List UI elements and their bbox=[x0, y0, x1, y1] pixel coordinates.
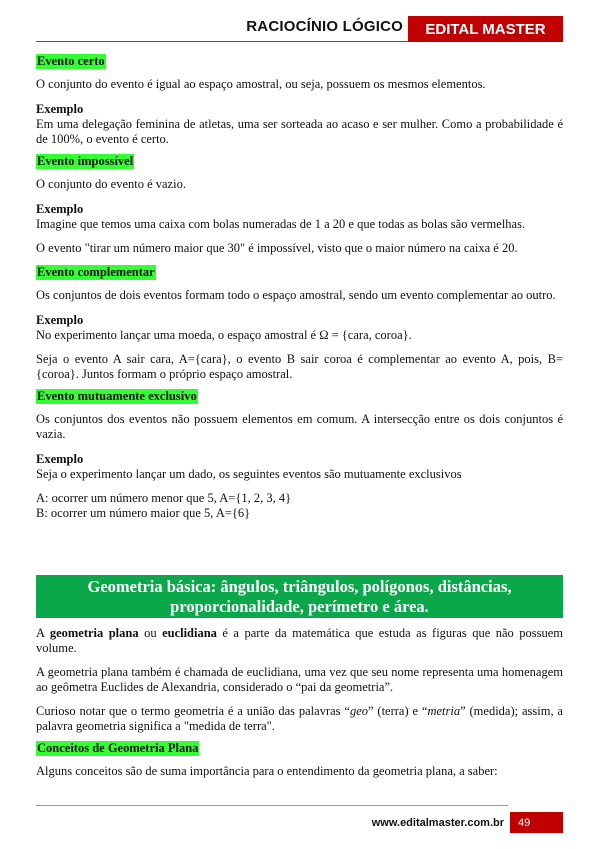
header-title: RACIOCÍNIO LÓGICO bbox=[246, 18, 403, 35]
example-text: O evento "tirar um número maior que 30" é impossível, visto que o maior número na caixa é 20. bbox=[36, 241, 518, 255]
label-evento-impossivel: Evento impossível bbox=[37, 154, 134, 168]
text-fragment: ” (terra) e “ bbox=[368, 704, 428, 718]
label-evento-exclusivo: Evento mutuamente exclusivo bbox=[37, 389, 197, 403]
example-title: Exemplo bbox=[36, 102, 84, 116]
term-euclidiana: euclidiana bbox=[162, 626, 217, 640]
def-evento-complementar: Os conjuntos de dois eventos formam todo o espaço amostral, sendo um evento complementar ao outro. bbox=[36, 288, 556, 302]
example-title: Exemplo bbox=[36, 202, 84, 216]
geometria-intro bbox=[36, 626, 563, 656]
geometria-etimologia bbox=[36, 704, 563, 734]
example-title: Exemplo bbox=[36, 452, 84, 466]
line-a: A: ocorrer um número menor que 5, A={1, 2, 3, 4} bbox=[36, 491, 292, 505]
banner-line-2: proporcionalidade, perímetro e área. bbox=[170, 596, 429, 616]
header-brand: EDITAL MASTER bbox=[408, 16, 563, 42]
example-text: Imagine que temos uma caixa com bolas numeradas de 1 a 20 e que todas as bolas são vermelhas. bbox=[36, 217, 526, 231]
section-banner-geometria bbox=[36, 575, 563, 618]
line-b: B: ocorrer um número maior que 5, A={6} bbox=[36, 506, 251, 520]
label-evento-certo: Evento certo bbox=[37, 54, 105, 68]
def-evento-exclusivo: Os conjuntos dos eventos não possuem elementos em comum. A intersecção entre os dois conjuntos é vazia. bbox=[36, 412, 563, 441]
term-metria: metria bbox=[427, 704, 461, 718]
content-geometria bbox=[36, 626, 563, 779]
page-header bbox=[36, 16, 563, 42]
text-fragment: é a parte da matemática que estuda as figuras que não possuem volume. bbox=[36, 626, 564, 655]
example-text: Em uma delegação feminina de atletas, uma ser sorteada ao acaso e ser mulher. Como a probabilidade é de 100%, o evento é certo. bbox=[36, 117, 563, 146]
label-evento-complementar: Evento complementar bbox=[37, 265, 155, 279]
text-fragment: ” (medida); assim, a palavra geometria significa a "medida de terra". bbox=[36, 704, 563, 733]
example-text: Seja o evento A sair cara, A={cara}, o evento B sair coroa é complementar ao evento A, pois, B={coroa}. Juntos formam o próprio espaço amostral. bbox=[36, 352, 563, 381]
term-geo: geo bbox=[349, 704, 368, 718]
geometria-euclides: A geometria plana também é chamada de euclidiana, uma vez que seu nome representa uma homenagem ao geômetra Euclides de Alexandria, considerado o “pai da geometria”. bbox=[36, 665, 563, 694]
text-fragment: ou bbox=[138, 626, 163, 640]
def-evento-certo: O conjunto do evento é igual ao espaço amostral, ou seja, possuem os mesmos elementos. bbox=[36, 77, 486, 91]
term-geometria-plana: geometria plana bbox=[49, 626, 139, 640]
example-title: Exemplo bbox=[36, 313, 84, 327]
content-top bbox=[36, 54, 563, 521]
def-evento-impossivel: O conjunto do evento é vazio. bbox=[36, 177, 186, 191]
example-text: Seja o experimento lançar um dado, os seguintes eventos são mutuamente exclusivos bbox=[36, 467, 462, 481]
page-number: 49 bbox=[510, 812, 563, 833]
example-text: No experimento lançar uma moeda, o espaço amostral é Ω = {cara, coroa}. bbox=[36, 328, 412, 342]
text-fragment: Curioso notar que o termo geometria é a união das palavras “ bbox=[36, 704, 350, 718]
text-fragment: A bbox=[36, 626, 50, 640]
footer-url: www.editalmaster.com.br bbox=[371, 817, 504, 829]
footer-rule bbox=[36, 805, 508, 806]
label-conceitos: Conceitos de Geometria Plana bbox=[37, 741, 199, 755]
geometria-conceitos-intro: Alguns conceitos são de suma importância para o entendimento da geometria plana, a saber: bbox=[36, 764, 498, 778]
header-rule bbox=[36, 41, 408, 42]
banner-line-1: Geometria básica: ângulos, triângulos, polígonos, distâncias, bbox=[87, 576, 512, 596]
